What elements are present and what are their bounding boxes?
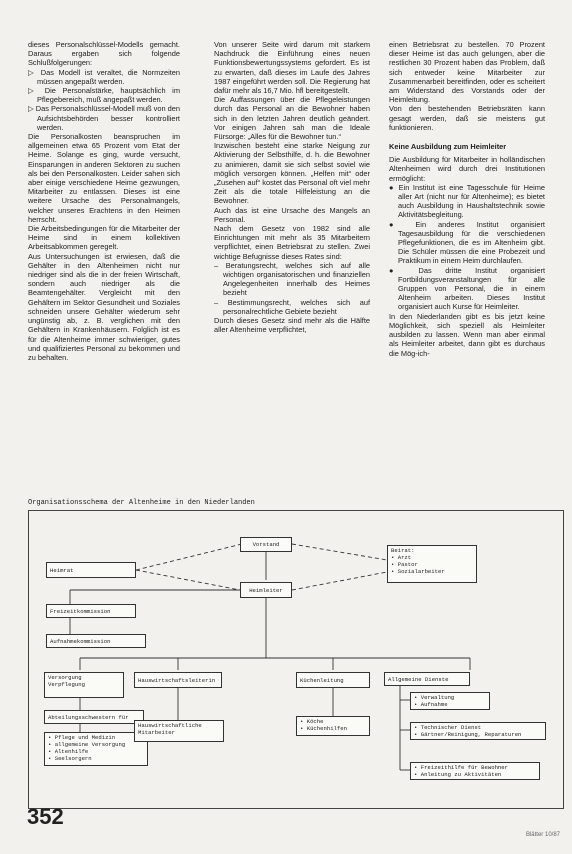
paragraph: dieses Personalschlüssel-Modells gemacht. Daraus ergaben sich folgende Schlußfolgerungen: [28,40,180,68]
versorgung-box [44,672,124,698]
hw-staff-line: Hauswirtschaftliche [138,722,202,729]
hauswirtschaftliche-mitarbeiter-box [134,720,224,742]
abteilungsschwestern-box: Abteilungsschwestern für [44,710,144,724]
versorgung-line: Verpflegung [48,681,85,688]
beirat-item: • Pastor [391,561,418,568]
bullet-item: ● Ein anderes Institut organisiert Tagesausbildung für die verschiedenen Pflegefunktionen, die es im Altenheim gibt. Die Schüler müssen die eine Probezeit und Praktikum in einem Heim durchlaufen. [389,219,545,266]
bullet-item: ▷ Das Personalschlüssel-Modell muß von den Aufsichtsbehörden besser kontrolliert werden. [28,104,180,132]
allgemeine-dienste-box: Allgemeine Dienste [384,672,470,686]
heimleiter-box: Heimleiter [240,582,292,598]
allg-item: • Aufnahme [414,701,448,708]
heimrat-box: Heimrat [46,562,136,578]
footer-note: Blätter 10/87 [525,832,560,838]
abteilung-item: • allgemeine Versorgung [48,741,126,748]
allg-item: • Technischer Dienst [414,724,482,731]
paragraph: Aus Untersuchungen ist erwiesen, daß die Gehälter in den Altenheimen nicht nur niedriger sind als die in der freien Wirtschaft, sondern auch niedriger als die Beamtengehälter. Vergleicht mit den Gehältern im Sektor Gesundheit und Soziales schneiden unsere Gehälter wiederum sehr ungünstig ab, z. B. verglichen mit den Gehältern in Krankenhäusern. Folglich ist es für die Altenheime immer schwieriger, gutes und qualifiziertes Personal zu bekommen und zu behalten. [28,251,180,362]
allg-item: • Freizeithilfe für Bewohner [414,764,508,771]
paragraph: Von den bestehenden Betriebsräten kann gesagt werden, daß sie meistens gut funktionieren. [389,104,545,132]
hauswirtschaftsleiterin-box: Hauswirtschaftsleiterin [134,672,222,688]
kueche-item: • Küchenhilfen [300,725,347,732]
bullet-item: ● Ein Institut ist eine Tagesschule für Heime aller Art (nicht nur für Altenheime); es bietet auch Ausbildung in Haushaltstechnik sowie Aktivitätsbegleitung. [389,182,545,220]
section-heading: Keine Ausbildung zum Heimleiter [389,142,507,152]
dashed-connector [292,544,387,560]
paragraph: Auch das ist eine Ursache des Mangels an Personal. [214,205,370,224]
freizeithilfe-box [410,762,540,780]
bullet-item: ▷ Das Modell ist veraltet, die Normzeiten müssen angepaßt werden. [28,67,180,86]
bullet-item: ▷ Die Personalstärke, hauptsächlich im Pflegebereich, muß angepaßt werden. [28,86,180,105]
paragraph: Von unserer Seite wird darum mit starkem Nachdruck die Einführung eines neuen Funktionsbewertungssystems gefordert. Es ist zu erwarten, daß dieses im Laufe des Jahres 1987 eingeführt werden soll. Die Regierung hat dafür mehr als 16,7 Mio. hfl bereitgestellt. [214,40,370,96]
vorstand-box: Vorstand [240,537,292,552]
paragraph: Die Auffassungen über die Pflegeleistungen durch das Personal an die Bewohner haben sich in den letzten Jahren deutlich geändert. Vor einigen Jahren sah man die Ideale Fürsorge: „Alles für die Bewohner tun.“ [214,95,370,142]
beirat-item: • Sozialarbeiter [391,568,445,575]
abteilung-item: • Pflege und Medizin [48,734,116,741]
paragraph: Die Arbeitsbedingungen für die Mitarbeiter der Heime sind in einem kollektiven Arbeitsabkommen geregelt. [28,224,180,252]
dashed-connector [292,572,387,590]
allg-item: • Gärtner/Reinigung, Reparaturen [414,731,522,738]
abteilung-item: • Seelsorgern [48,755,92,762]
paragraph: Nach dem Gesetz von 1982 sind alle Einrichtungen mit mehr als 35 Mitarbeitern verpflichtet, einen Betriebsrat zu stellen. Zwei wichtige Befugnisse dieses Rates sind: [214,224,370,261]
kueche-item: • Köche [300,718,324,725]
paragraph: Inzwischen besteht eine starke Neigung zur Aktivierung der Selbsthilfe, d. h. die Bewohner zu animieren, damit sie sich selbst soviel wie möglich versorgen können. „Helfen mit“ oder „Zusehen auf“ kostet das Personal oft viel mehr Zeit als die totale Hilfeleistung an die Bewohner. [214,141,370,206]
figure-caption: Organisationsschema der Altenheime in den Niederlanden [28,499,255,507]
dash-item: – Beratungsrecht, welches sich auf alle wichtigen organisatorischen und finanziellen Angelegenheiten innerhalb des Heimes bezieht [214,260,370,298]
dashed-connector [136,544,242,570]
paragraph: Die Personalkosten beanspruchen im allgemeinen etwa 65 Prozent vom Etat der Heime. Solange es ging, wurde versucht, Einsparungen in anderen Sektoren zu suchen als bei den Personalkosten. Leider sahen sich aber einige verschiedene Heime gezwungen, Mitarbeiter zu entlassen. Dieses ist eine weitere Ursache des Personalmangels, welcher unseres Erachtens in den Heimen herrscht. [28,132,180,224]
kueche-staff-box [296,716,370,736]
beirat-title: Beirat: [391,547,415,554]
beirat-box [387,545,477,583]
bullet-item: ● Das dritte Institut organisiert Fortbildungsveranstaltungen für alle Gruppen von Personal, die in einem Altenheim arbeiten. Dieses Institut organisiert auch Kurse für Heimleiter. [389,265,545,312]
kuechenleitung-box: Küchenleitung [296,672,370,688]
freizeitkommission-box: Freizeitkommission [46,604,136,618]
abteilung-items-box [44,732,148,766]
aufnahmekommission-box: Aufnahmekommission [46,634,146,648]
verwaltung-box [410,692,490,710]
paragraph: Durch dieses Gesetz sind mehr als die Hälfte aller Altenheime verpflichtet, [214,316,370,335]
paragraph: einen Betriebsrat zu bestellen. 70 Prozent dieser Heime ist das auch gelungen, aber die restlichen 30 Prozent haben das Problem, daß sich entweder keine Mitarbeiter zur Zusammenarbeit bereitfinden, oder es scheitert am Widerstand des Vorstands oder der Heimleitung. [389,40,545,105]
beirat-item: • Arzt [391,554,412,561]
hw-staff-line: Mitarbeiter [138,729,175,736]
page-number: 352 [27,804,64,829]
dashed-connector [136,570,240,590]
allg-item: • Verwaltung [414,694,455,701]
technischer-dienst-box [410,722,546,740]
paragraph: In den Niederlanden gibt es bis jetzt keine Möglichkeit, sich speziell als Heimleiter ausbilden zu lassen. Wenn man aber einmal als Heimleiter arbeitet, dann gibt es durchaus die Mög-ich- [389,311,545,358]
abteilung-item: • Altenhilfe [48,748,89,755]
paragraph: Die Ausbildung für Mitarbeiter in holländischen Altenheimen wird durch drei Institutionen ermöglicht: [389,155,545,183]
allg-item: • Anleitung zu Aktivitäten [414,771,502,778]
versorgung-line: Versorgung [48,674,82,681]
dash-item: – Bestimmungsrecht, welches sich auf personalrechtliche Gebiete bezieht [214,297,370,316]
